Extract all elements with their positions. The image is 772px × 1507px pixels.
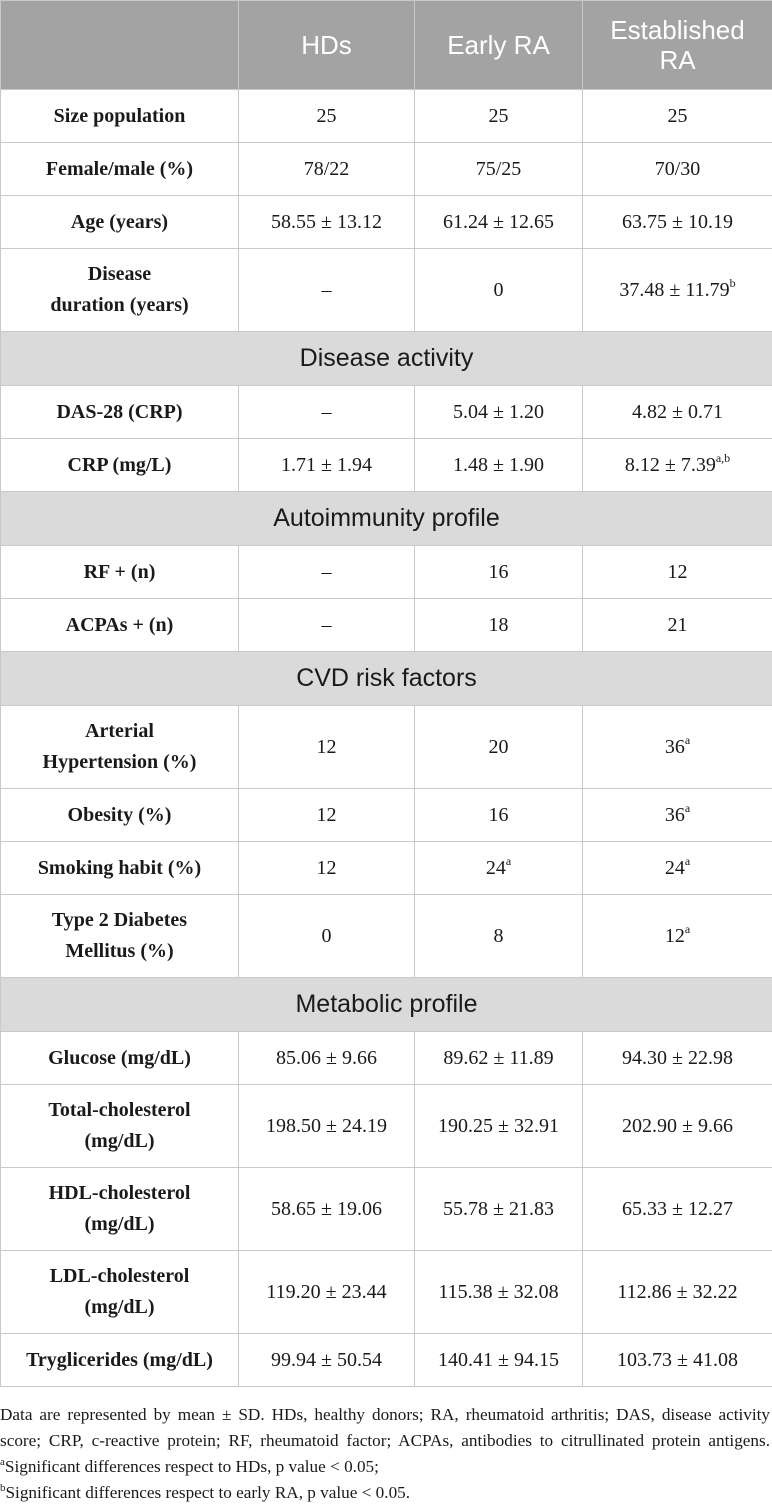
cell-hds: 1.71 ± 1.94	[239, 439, 415, 492]
cell-established-ra: 112.86 ± 32.22	[583, 1251, 772, 1334]
table-row	[1, 706, 772, 789]
cell-value: 12	[664, 924, 685, 947]
footnote-marker: b	[729, 275, 736, 290]
cell-early-ra: 25	[415, 90, 583, 143]
footnote-text: Data are represented by mean ± SD. HDs, healthy donors; RA, rheumatoid arthritis; DAS, disease activity score; CRP, c-reactive protein; RF, rheumatoid factor; ACPAs, antibodies to citrullinated protein antigens.	[0, 1405, 770, 1450]
cell-value: 24	[664, 856, 685, 879]
row-label: Glucose (mg/dL)	[1, 1032, 239, 1085]
header-established-line1: Established	[610, 15, 745, 45]
table-row	[1, 1032, 772, 1085]
row-label	[1, 249, 239, 332]
cell-hds: 58.55 ± 13.12	[239, 196, 415, 249]
cell-hds: 12	[239, 789, 415, 842]
cell-hds: 12	[239, 842, 415, 895]
cell-established-ra: 63.75 ± 10.19	[583, 196, 772, 249]
row-label-line1: HDL-cholesterol	[48, 1182, 191, 1204]
cell-early-ra: 8	[415, 895, 583, 978]
row-label: Smoking habit (%)	[1, 842, 239, 895]
cell-early-ra: 5.04 ± 1.20	[415, 386, 583, 439]
cell-early-ra: 20	[415, 706, 583, 789]
cell-established-ra: 202.90 ± 9.66	[583, 1085, 772, 1168]
row-label: Age (years)	[1, 196, 239, 249]
row-label	[1, 895, 239, 978]
cell-hds: 58.65 ± 19.06	[239, 1168, 415, 1251]
table-row	[1, 842, 772, 895]
table-row	[1, 249, 772, 332]
footnote-marker: a	[684, 732, 691, 747]
cell-value: 36	[664, 803, 685, 826]
cell-early-ra: 140.41 ± 94.15	[415, 1334, 583, 1387]
cell-hds: 99.94 ± 50.54	[239, 1334, 415, 1387]
cell-value: 36	[664, 735, 685, 758]
cell-value: 37.48 ± 11.79	[619, 278, 730, 301]
row-label-line1: Disease	[87, 263, 152, 285]
section-title: Autoimmunity profile	[1, 492, 772, 546]
header-established-line2: RA	[659, 45, 696, 75]
footnote-marker: a,b	[715, 450, 731, 465]
row-label: ACPAs + (n)	[1, 599, 239, 652]
header-early-ra: Early RA	[415, 1, 583, 90]
table-row	[1, 143, 772, 196]
header-established-ra	[583, 1, 772, 90]
cell-hds: 198.50 ± 24.19	[239, 1085, 415, 1168]
table-row	[1, 789, 772, 842]
cell-established-ra: 65.33 ± 12.27	[583, 1168, 772, 1251]
table-row	[1, 895, 772, 978]
cell-hds: 12	[239, 706, 415, 789]
cell-early-ra: 1.48 ± 1.90	[415, 439, 583, 492]
table-row	[1, 1334, 772, 1387]
footnote-marker: a	[505, 853, 512, 868]
row-label: DAS-28 (CRP)	[1, 386, 239, 439]
cell-early-ra: 55.78 ± 21.83	[415, 1168, 583, 1251]
section-row-metabolic	[1, 978, 772, 1032]
table-row	[1, 1168, 772, 1251]
cell-hds: 119.20 ± 23.44	[239, 1251, 415, 1334]
cell-established-ra: 12	[583, 546, 772, 599]
table-row	[1, 1251, 772, 1334]
cell-established-ra: 94.30 ± 22.98	[583, 1032, 772, 1085]
table-row	[1, 386, 772, 439]
table-row	[1, 1085, 772, 1168]
row-label: Tryglicerides (mg/dL)	[1, 1334, 239, 1387]
cell-established-ra	[583, 249, 772, 332]
footnote-marker: a	[684, 853, 691, 868]
cell-early-ra: 115.38 ± 32.08	[415, 1251, 583, 1334]
row-label: RF + (n)	[1, 546, 239, 599]
row-label: CRP (mg/L)	[1, 439, 239, 492]
row-label-line1: Type 2 Diabetes	[51, 909, 188, 931]
cell-established-ra: 4.82 ± 0.71	[583, 386, 772, 439]
row-label-line2: duration (years)	[50, 294, 189, 316]
section-row-autoimmunity	[1, 492, 772, 546]
cell-hds: 85.06 ± 9.66	[239, 1032, 415, 1085]
section-row-cvd-risk	[1, 652, 772, 706]
cell-established-ra	[583, 706, 772, 789]
footnote-marker-b: b	[0, 1482, 6, 1494]
row-label-line2: (mg/dL)	[84, 1130, 155, 1152]
section-title: CVD risk factors	[1, 652, 772, 706]
cell-early-ra: 16	[415, 546, 583, 599]
cell-hds: 78/22	[239, 143, 415, 196]
row-label	[1, 1168, 239, 1251]
row-label-line1: Total-cholesterol	[48, 1099, 191, 1121]
cell-early-ra: 89.62 ± 11.89	[415, 1032, 583, 1085]
cell-early-ra: 16	[415, 789, 583, 842]
cell-established-ra: 25	[583, 90, 772, 143]
footnote-marker: a	[684, 921, 691, 936]
row-label: Obesity (%)	[1, 789, 239, 842]
cell-established-ra: 103.73 ± 41.08	[583, 1334, 772, 1387]
row-label-line1: LDL-cholesterol	[49, 1265, 190, 1287]
cell-hds: –	[239, 386, 415, 439]
footnote-marker: a	[684, 800, 691, 815]
table-row	[1, 196, 772, 249]
cell-hds: 25	[239, 90, 415, 143]
cell-established-ra	[583, 842, 772, 895]
cell-value: 24	[485, 856, 506, 879]
row-label: Female/male (%)	[1, 143, 239, 196]
row-label-line2: (mg/dL)	[84, 1213, 155, 1235]
row-label	[1, 1085, 239, 1168]
cell-hds: –	[239, 249, 415, 332]
cell-early-ra: 18	[415, 599, 583, 652]
row-label	[1, 706, 239, 789]
header-row	[1, 1, 772, 90]
table-row	[1, 546, 772, 599]
cell-established-ra	[583, 439, 772, 492]
section-row-disease-activity	[1, 332, 772, 386]
table-row	[1, 439, 772, 492]
cell-value: 8.12 ± 7.39	[624, 453, 716, 476]
cell-hds: 0	[239, 895, 415, 978]
cell-established-ra: 21	[583, 599, 772, 652]
cell-established-ra: 70/30	[583, 143, 772, 196]
row-label	[1, 1251, 239, 1334]
cell-established-ra	[583, 789, 772, 842]
row-label-line1: Arterial	[85, 720, 154, 742]
cell-hds: –	[239, 599, 415, 652]
cell-established-ra	[583, 895, 772, 978]
header-blank-cell	[1, 1, 239, 90]
row-label: Size population	[1, 90, 239, 143]
header-hds: HDs	[239, 1, 415, 90]
section-title: Disease activity	[1, 332, 772, 386]
cell-early-ra: 75/25	[415, 143, 583, 196]
footnote-marker-a: a	[0, 1456, 5, 1468]
cell-early-ra	[415, 842, 583, 895]
cell-early-ra: 61.24 ± 12.65	[415, 196, 583, 249]
cell-early-ra: 0	[415, 249, 583, 332]
row-label-line2: Hypertension (%)	[42, 751, 197, 773]
footnote-note-b: Significant differences respect to early RA, p value < 0.05.	[5, 1483, 411, 1502]
table-row	[1, 90, 772, 143]
table-footnote	[0, 1402, 770, 1506]
footnote-note-a: Significant differences respect to HDs, p value < 0.05;	[4, 1457, 379, 1476]
table-row	[1, 599, 772, 652]
cell-hds: –	[239, 546, 415, 599]
row-label-line2: (mg/dL)	[84, 1296, 155, 1318]
cell-early-ra: 190.25 ± 32.91	[415, 1085, 583, 1168]
section-title: Metabolic profile	[1, 978, 772, 1032]
row-label-line2: Mellitus (%)	[65, 940, 174, 962]
